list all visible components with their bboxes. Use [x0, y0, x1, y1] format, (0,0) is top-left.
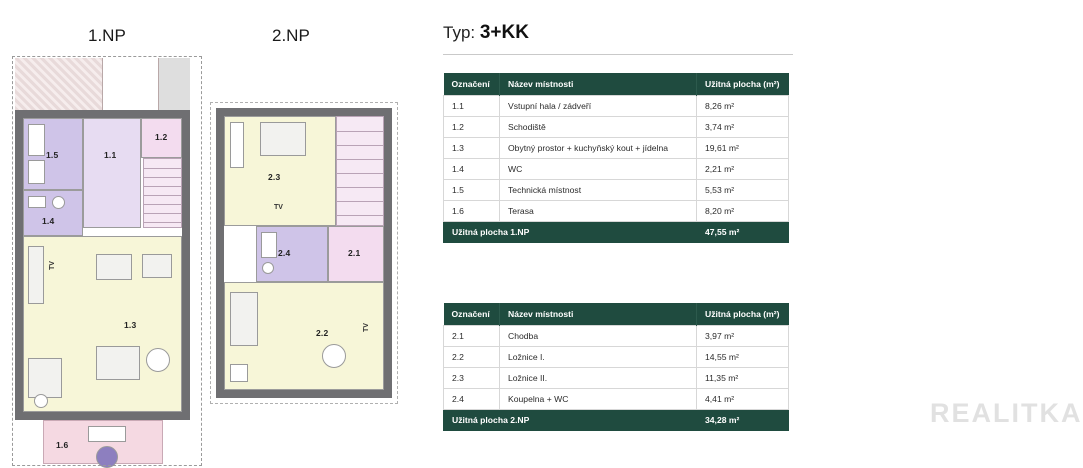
cell-code: 1.4 [444, 159, 500, 180]
table-floor2 [443, 303, 789, 431]
cell-area: 3,97 m² [697, 326, 789, 347]
table-floor1 [443, 73, 789, 243]
table-row [444, 180, 789, 201]
tv-label-3: TV [362, 323, 370, 332]
column-header-code: Označení [444, 73, 500, 96]
room-2-3-label: 2.3 [268, 172, 281, 182]
cell-name: Technická místnost [500, 180, 697, 201]
table-row [444, 347, 789, 368]
column-header-name: Název místnosti [500, 303, 697, 326]
cell-area: 14,55 m² [697, 347, 789, 368]
table-row [444, 368, 789, 389]
cell-area: 2,21 m² [697, 159, 789, 180]
cell-code: 1.6 [444, 201, 500, 222]
page-title [443, 22, 529, 44]
table-row [444, 117, 789, 138]
room-tables [440, 0, 1083, 468]
floor1-plan [12, 58, 202, 453]
floor2-plot-boundary [210, 102, 398, 404]
cell-code: 2.3 [444, 368, 500, 389]
tv-label-2: TV [274, 204, 283, 211]
cell-name: Schodiště [500, 117, 697, 138]
cell-name: Ložnice I. [500, 347, 697, 368]
room-2-1-label: 2.1 [348, 248, 361, 258]
table-total-row [444, 410, 789, 431]
title-divider [443, 54, 793, 55]
table-row [444, 389, 789, 410]
cell-name: Obytný prostor + kuchyňský kout + jídelna [500, 138, 697, 159]
type-prefix: Typ: [443, 23, 480, 42]
column-header-area: Užitná plocha (m²) [697, 303, 789, 326]
room-1-2-label: 1.2 [155, 132, 168, 142]
total-label: Užitná plocha 2.NP [444, 410, 697, 431]
cell-area: 4,41 m² [697, 389, 789, 410]
cell-name: Koupelna + WC [500, 389, 697, 410]
table-header-row [444, 303, 789, 326]
cell-code: 2.4 [444, 389, 500, 410]
cell-area: 3,74 m² [697, 117, 789, 138]
tv-label-1: TV [48, 261, 56, 270]
floor-plans [0, 0, 420, 468]
column-header-area: Užitná plocha (m²) [697, 73, 789, 96]
total-value: 34,28 m² [697, 410, 789, 431]
floor1-plot-boundary [12, 56, 202, 466]
room-1-1-label: 1.1 [104, 150, 117, 160]
floor2-title: 2.NP [272, 26, 310, 45]
column-header-code: Označení [444, 303, 500, 326]
cell-code: 1.1 [444, 96, 500, 117]
cell-name: Chodba [500, 326, 697, 347]
cell-code: 2.2 [444, 347, 500, 368]
cell-code: 2.1 [444, 326, 500, 347]
cell-area: 8,20 m² [697, 201, 789, 222]
column-header-name: Název místnosti [500, 73, 697, 96]
cell-area: 11,35 m² [697, 368, 789, 389]
cell-area: 8,26 m² [697, 96, 789, 117]
total-value: 47,55 m² [697, 222, 789, 243]
table-row [444, 326, 789, 347]
table-row [444, 201, 789, 222]
cell-code: 1.3 [444, 138, 500, 159]
cell-name: Ložnice II. [500, 368, 697, 389]
room-2-4-label: 2.4 [278, 248, 291, 258]
cell-name: Terasa [500, 201, 697, 222]
room-1-5-label: 1.5 [46, 150, 59, 160]
floor2-plan [216, 108, 392, 398]
total-label: Užitná plocha 1.NP [444, 222, 697, 243]
type-value: 3+KK [479, 22, 529, 43]
room-1-4-label: 1.4 [42, 216, 55, 226]
cell-area: 5,53 m² [697, 180, 789, 201]
cell-area: 19,61 m² [697, 138, 789, 159]
table-row [444, 96, 789, 117]
table-total-row [444, 222, 789, 243]
room-1-6-label: 1.6 [56, 440, 69, 450]
cell-code: 1.5 [444, 180, 500, 201]
table-row [444, 138, 789, 159]
table-row [444, 159, 789, 180]
room-2-2-label: 2.2 [316, 328, 329, 338]
watermark: REALITKA [930, 398, 1083, 428]
cell-name: Vstupní hala / zádveří [500, 96, 697, 117]
room-1-3-label: 1.3 [124, 320, 137, 330]
table-header-row [444, 73, 789, 96]
floor1-title: 1.NP [88, 26, 126, 45]
cell-name: WC [500, 159, 697, 180]
cell-code: 1.2 [444, 117, 500, 138]
